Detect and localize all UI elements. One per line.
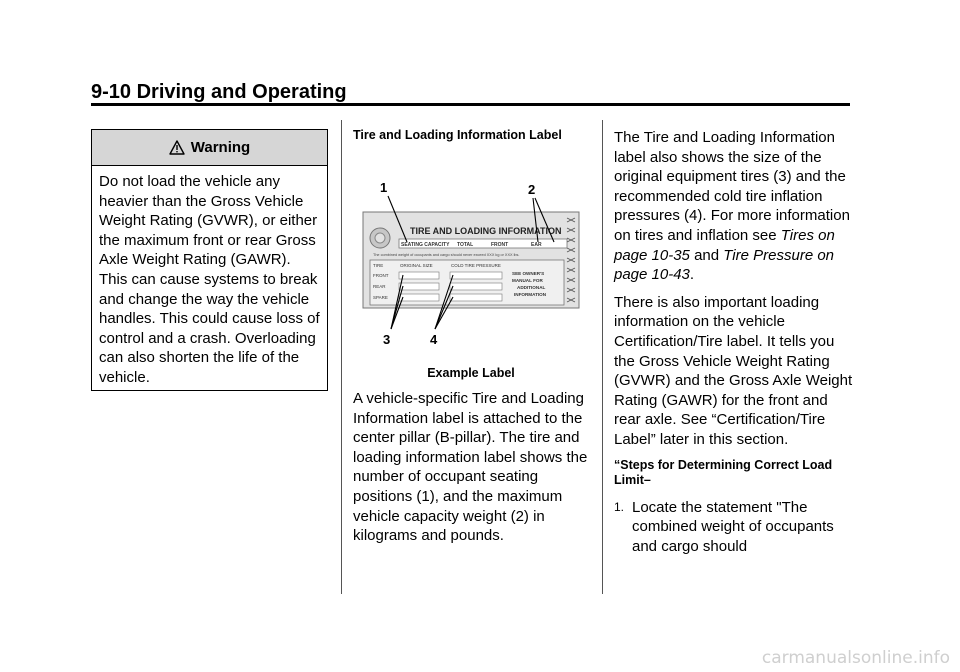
label-row-front: FRONT bbox=[373, 273, 389, 278]
section-title: Tire and Loading Information Label bbox=[353, 128, 562, 142]
warning-text: Do not load the vehicle any heavier than the Gross Vehicle Weight Rating (GVWR), or either the maximum front or rear Gross Axle Weight Rating (GAWR). This can cause systems to break and change the way the vehicle handles. This could cause loss of control and a crash. Overloading can also shorten the life of the vehicle. bbox=[99, 173, 320, 386]
figure-caption: Example Label bbox=[427, 366, 515, 380]
warning-header bbox=[92, 130, 327, 166]
label-information: INFORMATION bbox=[514, 292, 547, 297]
page-header: 9-10 Driving and Operating bbox=[91, 81, 347, 103]
warning-box bbox=[91, 129, 328, 391]
step-number: 1. bbox=[614, 499, 625, 514]
tire-label-figure bbox=[353, 176, 589, 348]
tire-info-paragraph: The Tire and Loading Information label also shows the size of the original equipment tires (3) and the recommended cold tire inflation pressures (4). For more information on tires and inflation see Tires on page 10-35 and Tire Pressure on page 10-43. bbox=[614, 129, 850, 284]
label-manual-for: MANUAL FOR bbox=[512, 278, 543, 283]
right-column bbox=[614, 128, 854, 556]
label-col-cold-pressure: COLD TIRE PRESSURE bbox=[451, 263, 501, 268]
warning-triangle-icon bbox=[169, 140, 185, 155]
label-front: FRONT bbox=[491, 242, 509, 248]
watermark: carmanualsonline.info bbox=[761, 648, 950, 668]
label-additional: ADDITIONAL bbox=[517, 285, 546, 290]
warning-title: Warning bbox=[190, 139, 251, 156]
column-divider-right bbox=[602, 120, 603, 594]
label-rear: EAR bbox=[531, 242, 542, 248]
list-item bbox=[614, 498, 854, 557]
label-total: TOTAL bbox=[457, 242, 474, 248]
label-row-spare: SPARE bbox=[373, 295, 388, 300]
label-title: TIRE AND LOADING INFORMATION bbox=[410, 226, 562, 236]
label-see-owners: SEE OWNER'S bbox=[512, 271, 545, 276]
label-row-rear: REAR bbox=[373, 284, 386, 289]
label-description: A vehicle-specific Tire and Loading Information label is attached to the center pillar (B-pillar). The tire and loading information label shows the number of occupant seating positions (1), and the maximum vehicle capacity weight (2) in kilograms and pounds. bbox=[353, 390, 588, 545]
callout-1: 1 bbox=[380, 180, 388, 195]
callout-2: 2 bbox=[528, 182, 536, 197]
callout-4: 4 bbox=[430, 332, 438, 347]
certification-paragraph: There is also important loading information on the vehicle Certification/Tire label. It tells you the Gross Vehicle Weight Rating (GVWR) and the Gross Axle Weight Rating (GAWR) for the front and rear axle. See “Certification/Tire Label” later in this section. bbox=[614, 293, 853, 448]
column-divider-left bbox=[341, 120, 342, 594]
tires-reference-link[interactable]: Tires on page 10-35 bbox=[614, 226, 835, 264]
header-rule bbox=[91, 103, 850, 106]
tire-pressure-reference-link[interactable]: Tire Pressure on page 10-43 bbox=[614, 246, 835, 284]
label-col-original-size: ORIGINAL SIZE bbox=[400, 263, 433, 268]
step-text: Locate the statement "The combined weight of occupants and cargo should bbox=[632, 498, 834, 555]
label-col-tire: TIRE bbox=[373, 263, 384, 268]
callout-3: 3 bbox=[383, 332, 391, 347]
label-combined-text: The combined weight of occupants and cargo should never exceed XXX kg or XXX lbs. bbox=[373, 253, 520, 257]
steps-heading: “Steps for Determining Correct Load Limit– bbox=[614, 457, 833, 487]
label-seating-capacity: SEATING CAPACITY bbox=[401, 242, 450, 248]
